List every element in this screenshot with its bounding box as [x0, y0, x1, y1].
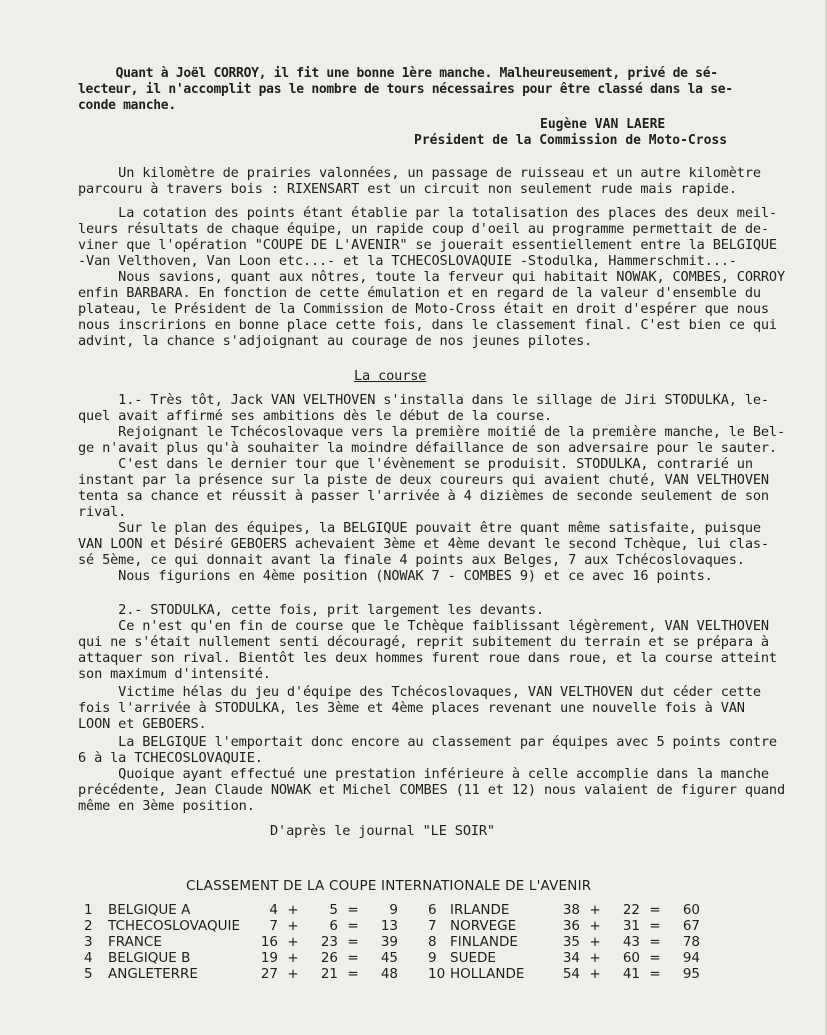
intro-line: conde manche.	[78, 98, 176, 113]
table-row	[84, 918, 700, 934]
total-cell: 45	[380, 950, 398, 966]
score-cell: 34	[562, 950, 580, 966]
paragraph-line: viner que l'opération "COUPE DE L'AVENIR" se jouerait essentiellement entre la BELGIQUE	[78, 237, 777, 253]
rank-cell: 1	[84, 902, 93, 918]
paragraph-line: nous inscririons en bonne place cette fois, dans le classement final. C'est bien ce qui	[78, 317, 777, 333]
score-cell: 27	[260, 966, 278, 982]
table-row	[84, 966, 700, 982]
spacer	[398, 934, 428, 950]
paragraph-line: 1.- Très tôt, Jack VAN VELTHOVEN s'installa dans le sillage de Jiri STODULKA, le-	[78, 392, 769, 408]
score-cell: 41	[622, 966, 640, 982]
paragraph-line: plateau, le Président de la Commission de Moto-Cross était en droit d'espérer que nous	[78, 301, 769, 317]
rank-cell: 7	[428, 918, 437, 934]
rank-cell: 2	[84, 918, 93, 934]
paragraph-line: La cotation des points étant établie par la totalisation des places des deux meil-	[78, 205, 777, 221]
rank-cell: 8	[428, 934, 437, 950]
paragraph-line: Nous figurions en 4ème position (NOWAK 7 - COMBES 9) et ce avec 16 points.	[78, 568, 713, 584]
total-cell: 60	[682, 902, 700, 918]
ranking-title: CLASSEMENT DE LA COUPE INTERNATIONALE DE L'AVENIR	[186, 878, 592, 894]
total-cell: 13	[380, 918, 398, 934]
score-cell: 19	[260, 950, 278, 966]
rank-cell: 10	[428, 966, 446, 982]
total-cell: 9	[389, 902, 398, 918]
table-row	[84, 934, 700, 950]
signature-title: Président de la Commission de Moto-Cross	[414, 133, 728, 148]
team-cell: BELGIQUE B	[108, 950, 191, 966]
equals-sign: =	[649, 918, 661, 934]
score-cell: 26	[320, 950, 338, 966]
score-cell: 60	[622, 950, 640, 966]
spacer	[398, 918, 428, 934]
equals-sign: =	[347, 934, 359, 950]
signature-name: Eugène VAN LAERE	[540, 117, 666, 132]
total-cell: 39	[380, 934, 398, 950]
score-cell: 4	[269, 902, 278, 918]
paragraph-line: instant par la présence sur la piste de deux coureurs qui avaient chuté, VAN VELTHOVEN	[78, 472, 769, 488]
plus-sign: +	[589, 934, 601, 950]
team-cell: BELGIQUE A	[108, 902, 191, 918]
equals-sign: =	[347, 966, 359, 982]
paragraph-line: son maximum d'intensité.	[78, 666, 271, 682]
total-cell: 95	[682, 966, 700, 982]
score-cell: 16	[260, 934, 278, 950]
plus-sign: +	[287, 902, 299, 918]
paragraph-line: sé 5ème, ce qui donnait avant la finale 4 points aux Belges, 7 aux Tchécoslovaques.	[78, 552, 745, 568]
team-cell: FINLANDE	[450, 934, 518, 950]
paragraph-line: 2.- STODULKA, cette fois, prit largement les devants.	[78, 602, 544, 618]
paragraph-line: ge n'avait plus qu'à souhaiter la moindre défaillance de son adversaire pour le sauter.	[78, 440, 777, 456]
equals-sign: =	[347, 918, 359, 934]
score-cell: 43	[622, 934, 640, 950]
score-cell: 22	[622, 902, 640, 918]
spacer	[398, 966, 428, 982]
team-cell: FRANCE	[108, 934, 162, 950]
score-cell: 35	[562, 934, 580, 950]
paragraph-line: tenta sa chance et réussit à passer l'arrivée à 4 dizièmes de seconde seulement de son	[78, 488, 769, 504]
plus-sign: +	[287, 918, 299, 934]
spacer	[398, 950, 428, 966]
paragraph-line: La BELGIQUE l'emportait donc encore au classement par équipes avec 5 points contre	[78, 734, 777, 750]
total-cell: 48	[380, 966, 398, 982]
team-cell: ANGLETERRE	[108, 966, 198, 982]
team-cell: IRLANDE	[450, 902, 510, 918]
total-cell: 78	[682, 934, 700, 950]
spacer	[398, 902, 428, 918]
table-row	[84, 902, 700, 918]
plus-sign: +	[287, 950, 299, 966]
plus-sign: +	[589, 918, 601, 934]
paragraph-line: LOON et GEBOERS.	[78, 716, 207, 732]
paragraph-line: Rejoignant le Tchécoslovaque vers la première moitié de la première manche, le Bel-	[78, 424, 786, 440]
table-row	[84, 950, 700, 966]
plus-sign: +	[287, 966, 299, 982]
paragraph-line: même en 3ème position.	[78, 798, 255, 814]
paragraph-line: Victime hélas du jeu d'équipe des Tchécoslovaques, VAN VELTHOVEN dut céder cette	[78, 684, 761, 700]
paragraph-line: enfin BARBARA. En fonction de cette émulation et en regard de la valeur d'ensemble du	[78, 285, 761, 301]
paragraph-line: attaquer son rival. Bientôt les deux hommes furent roue dans roue, et la course atteint	[78, 650, 777, 666]
paragraph-line: leurs résultats de chaque équipe, un rapide coup d'oeil au programme permettait de de-	[78, 221, 769, 237]
rank-cell: 5	[84, 966, 93, 982]
paragraph-line: C'est dans le dernier tour que l'évènement se produisit. STODULKA, contrarié un	[78, 456, 753, 472]
score-cell: 31	[622, 918, 640, 934]
score-cell: 54	[562, 966, 580, 982]
team-cell: SUEDE	[450, 950, 496, 966]
score-cell: 23	[320, 934, 338, 950]
paragraph-line: Ce n'est qu'en fin de course que le Tchèque faiblissant légèrement, VAN VELTHOVEN	[78, 618, 769, 634]
paragraph-line: -Van Velthoven, Van Loon etc...- et la TCHECOSLOVAQUIE -Stodulka, Hammerschmit...-	[78, 253, 737, 269]
team-cell: TCHECOSLOVAQUIE	[108, 918, 241, 934]
paragraph-line: quel avait affirmé ses ambitions dès le début de la course.	[78, 408, 553, 424]
score-cell: 38	[562, 902, 580, 918]
team-cell: NORVEGE	[450, 918, 517, 934]
equals-sign: =	[649, 902, 661, 918]
ranking-table	[84, 902, 700, 982]
source-credit: D'après le journal "LE SOIR"	[270, 823, 495, 839]
rank-cell: 9	[428, 950, 437, 966]
equals-sign: =	[347, 950, 359, 966]
rank-cell: 3	[84, 934, 93, 950]
paragraph-line: Sur le plan des équipes, la BELGIQUE pouvait être quant même satisfaite, puisque	[78, 520, 761, 536]
rank-cell: 6	[428, 902, 437, 918]
equals-sign: =	[649, 934, 661, 950]
paragraph-line: 6 à la TCHECOSLOVAQUIE.	[78, 750, 263, 766]
paragraph-line: Quoique ayant effectué une prestation inférieure à celle accomplie dans la manche	[78, 766, 769, 782]
paragraph-line: fois l'arrivée à STODULKA, les 3ème et 4ème places revenant une nouvelle fois à VAN	[78, 700, 745, 716]
paragraph-line: précédente, Jean Claude NOWAK et Michel COMBES (11 et 12) nous valaient de figurer quand	[78, 782, 786, 798]
total-cell: 67	[682, 918, 700, 934]
intro-line: lecteur, il n'accomplit pas le nombre de tours nécessaires pour être classé dans la se-	[78, 82, 733, 97]
equals-sign: =	[649, 966, 661, 982]
paragraph-line: qui ne s'était nullement senti découragé, reprit subitement du terrain et se prépara à	[78, 634, 769, 650]
plus-sign: +	[589, 966, 601, 982]
plus-sign: +	[589, 902, 601, 918]
equals-sign: =	[649, 950, 661, 966]
team-cell: HOLLANDE	[450, 966, 525, 982]
rank-cell: 4	[84, 950, 93, 966]
paragraph-line: parcouru à travers bois : RIXENSART est un circuit non seulement rude mais rapide.	[78, 181, 737, 197]
plus-sign: +	[589, 950, 601, 966]
score-cell: 36	[562, 918, 580, 934]
total-cell: 94	[682, 950, 700, 966]
paragraph-line: Nous savions, quant aux nôtres, toute la ferveur qui habitait NOWAK, COMBES, CORROY	[78, 269, 786, 285]
score-cell: 21	[320, 966, 338, 982]
intro-line: Quant à Joël CORROY, il fit une bonne 1ère manche. Malheureusement, privé de sé-	[78, 66, 718, 81]
score-cell: 6	[329, 918, 338, 934]
paragraph-line: Un kilomètre de prairies valonnées, un passage de ruisseau et un autre kilomètre	[78, 165, 761, 181]
score-cell: 7	[269, 918, 278, 934]
paragraph-line: rival.	[78, 504, 127, 520]
equals-sign: =	[347, 902, 359, 918]
plus-sign: +	[287, 934, 299, 950]
score-cell: 5	[329, 902, 338, 918]
paragraph-line: VAN LOON et Désiré GEBOERS achevaient 3ème et 4ème devant le second Tchèque, lui clas-	[78, 536, 769, 552]
section-heading: La course	[354, 368, 427, 384]
paragraph-line: advint, la chance s'adjoignant au courage de nos jeunes pilotes.	[78, 333, 593, 349]
